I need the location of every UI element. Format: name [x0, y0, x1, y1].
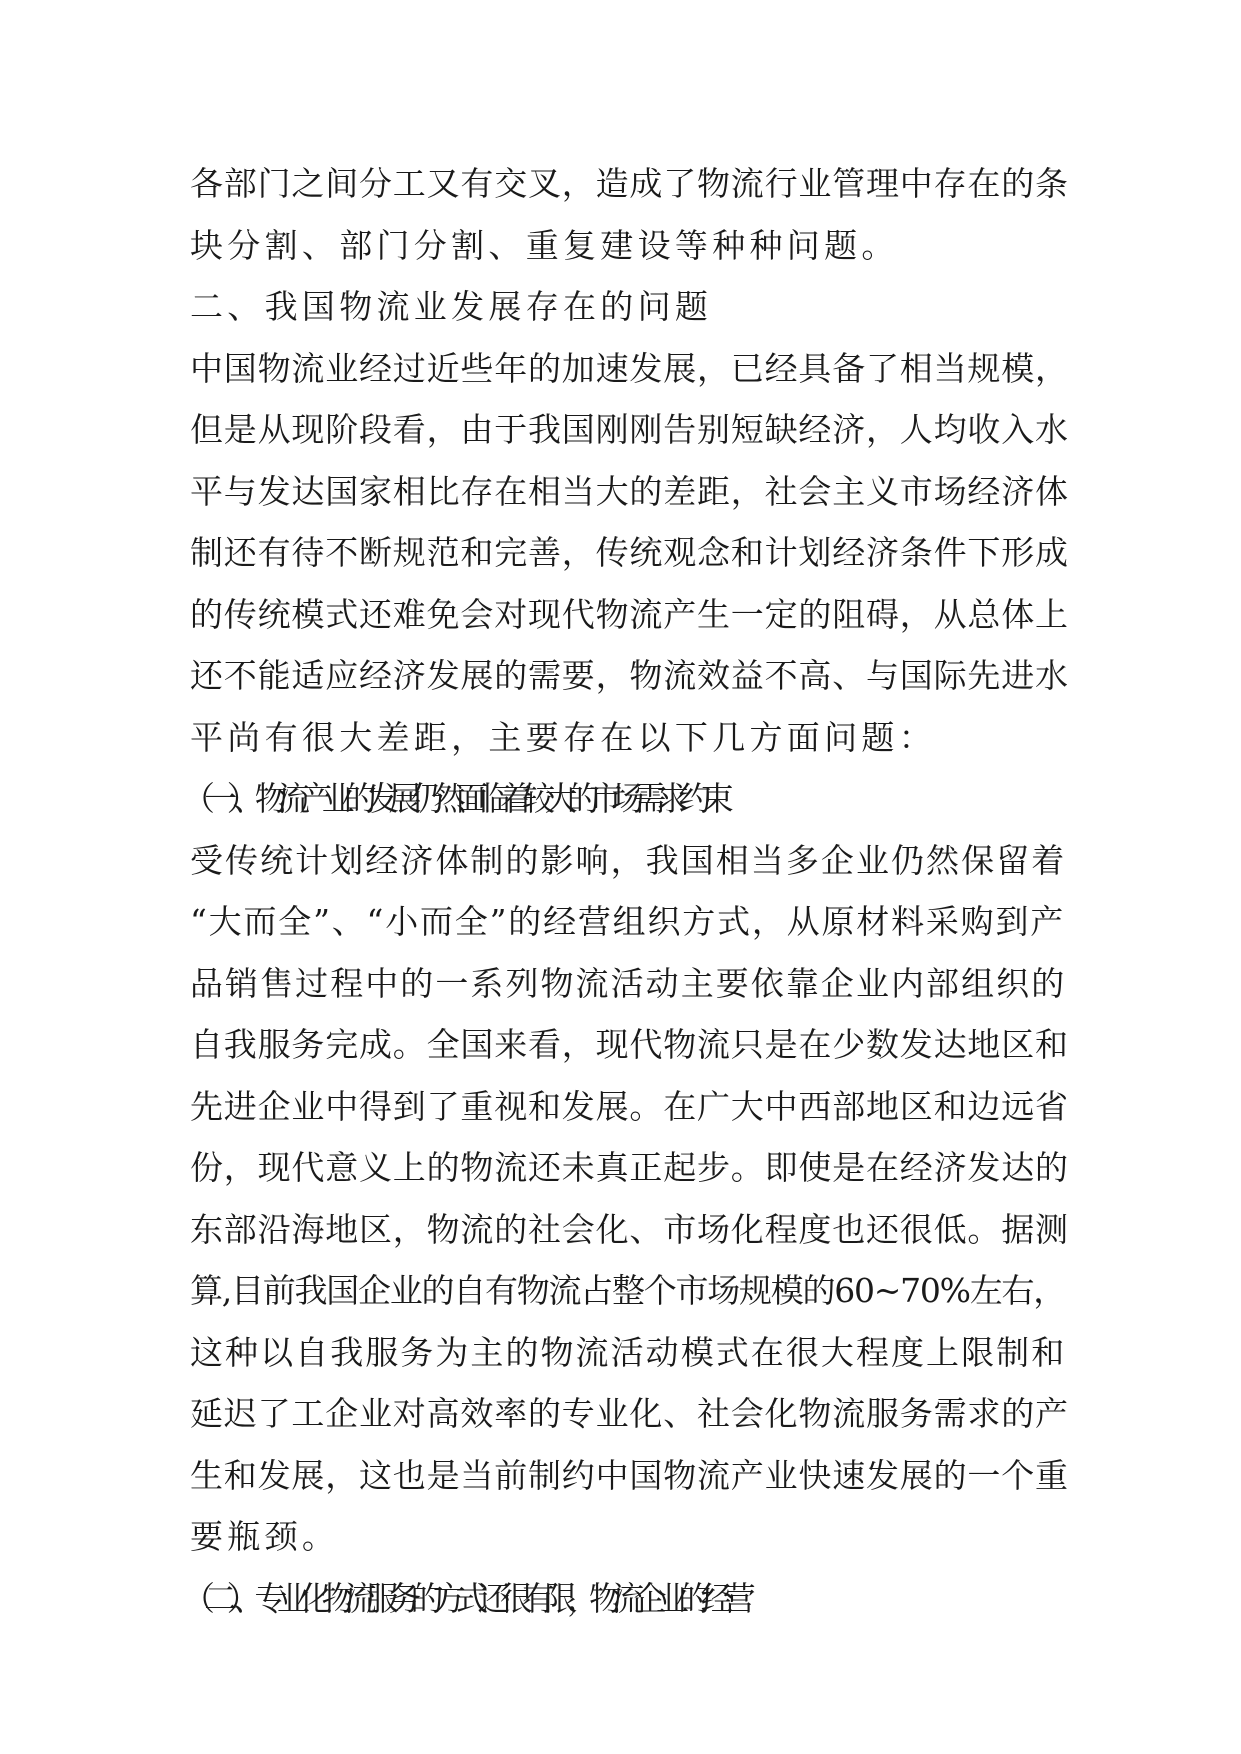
- subsection-heading: （一）、物流产业的发展仍然面临着较大的市场需求约束: [182, 779, 724, 818]
- text-line: 平尚有很大差距，主要存在以下几方面问题：: [190, 717, 936, 757]
- text-line: 中国物流业经过近些年的加速发展，已经具备了相当规模，: [190, 348, 1069, 388]
- text-line: 东部沿海地区，物流的社会化、市场化程度也还很低。据测: [190, 1209, 1069, 1249]
- text-line: 算,目前我国企业的自有物流占整个市场规模的60~70%左右，: [190, 1271, 1065, 1310]
- text-line: 先进企业中得到了重视和发展。在广大中西部地区和边远省: [190, 1086, 1069, 1126]
- text-line: 块分割、部门分割、重复建设等种种问题。: [190, 225, 899, 265]
- text-line: 但是从现阶段看，由于我国刚刚告别短缺经济，人均收入水: [190, 410, 1069, 449]
- text-line: 生和发展，这也是当前制约中国物流产业快速发展的一个重: [190, 1455, 1069, 1495]
- subsection-heading: （二）、 专业化物流服务的方式还很有限，物流企业的经营: [182, 1578, 746, 1618]
- text-line: 还不能适应经济发展的需要，物流效益不高、与国际先进水: [190, 656, 1069, 695]
- text-line: 平与发达国家相比存在相当大的差距，社会主义市场经济体: [190, 471, 1069, 511]
- section-heading: 二、我国物流业发展存在的问题: [190, 287, 713, 326]
- text-line: 自我服务完成。全国来看，现代物流只是在少数发达地区和: [190, 1025, 1069, 1064]
- text-line: 份，现代意义上的物流还未真正起步。即使是在经济发达的: [190, 1148, 1069, 1187]
- text-line: 品销售过程中的一系列物流活动主要依靠企业内部组织的: [190, 963, 1067, 1003]
- text-line: 的传统模式还难免会对现代物流产生一定的阻碍，从总体上: [190, 594, 1069, 634]
- text-line: 制还有待不断规范和完善，传统观念和计划经济条件下形成: [190, 533, 1069, 572]
- text-line: 各部门之间分工又有交叉，造成了物流行业管理中存在的条: [190, 164, 1069, 203]
- text-line: 要瓶颈。: [190, 1517, 340, 1556]
- body-text: [182, 153, 1070, 1629]
- text-line: 受传统计划经济体制的影响，我国相当多企业仍然保留着: [190, 840, 1067, 880]
- text-line: “大而全”、“小而全”的经营组织方式，从原材料采购到产: [190, 902, 1066, 941]
- text-line: 延迟了工企业对高效率的专业化、社会化物流服务需求的产: [190, 1394, 1069, 1433]
- text-line: 这种以自我服务为主的物流活动模式在很大程度上限制和: [190, 1332, 1067, 1372]
